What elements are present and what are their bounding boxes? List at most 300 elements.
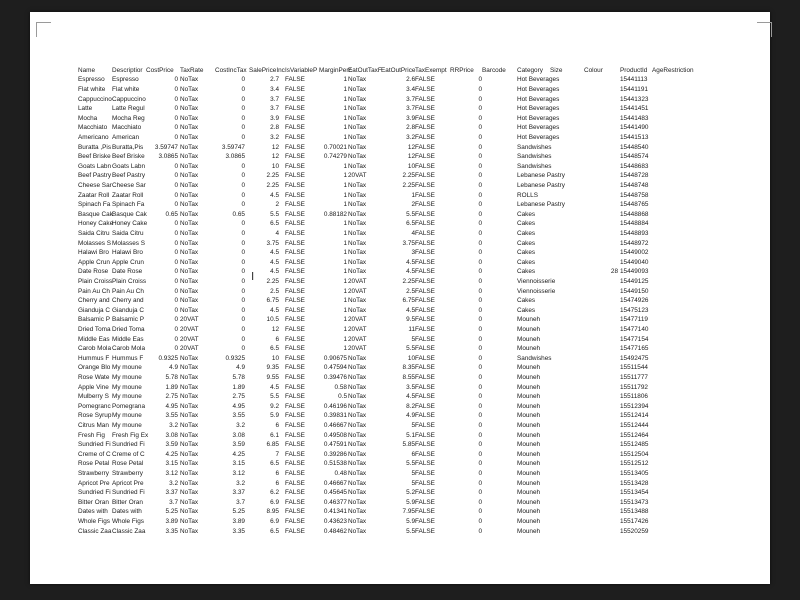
- table-cell[interactable]: [550, 104, 584, 114]
- table-cell[interactable]: FALSE: [285, 143, 305, 151]
- table-cell[interactable]: 20VAT: [348, 287, 367, 295]
- table-cell[interactable]: [652, 296, 712, 306]
- table-cell[interactable]: Flat white: [112, 86, 140, 93]
- table-cell[interactable]: Fresh Fig: [78, 431, 105, 439]
- table-cell[interactable]: 15441451: [620, 105, 649, 113]
- table-cell[interactable]: Buratta ,Pis: [78, 143, 112, 151]
- table-cell[interactable]: NoTax: [348, 191, 367, 199]
- table-cell[interactable]: Gianduja C: [78, 306, 110, 314]
- table-cell[interactable]: 3.7: [406, 95, 415, 103]
- table-cell[interactable]: FALSE: [285, 316, 305, 324]
- table-cell[interactable]: FALSE: [415, 518, 435, 525]
- table-cell[interactable]: 0: [478, 182, 482, 189]
- table-cell[interactable]: 15448748: [620, 182, 649, 189]
- table-cell[interactable]: 0: [478, 95, 482, 103]
- table-cell[interactable]: NoTax: [180, 220, 199, 228]
- table-cell[interactable]: Beef Briske: [112, 153, 145, 161]
- table-cell[interactable]: 2.25: [266, 172, 279, 180]
- table-cell[interactable]: FALSE: [285, 220, 305, 228]
- table-cell[interactable]: Middle Eas: [112, 335, 144, 343]
- table-cell[interactable]: NoTax: [348, 105, 367, 113]
- table-cell[interactable]: 2.5: [270, 287, 279, 295]
- table-cell[interactable]: Mouneh: [517, 364, 541, 372]
- table-cell[interactable]: NoTax: [180, 143, 199, 151]
- table-cell[interactable]: 15512512: [620, 460, 649, 468]
- table-cell[interactable]: FALSE: [415, 124, 435, 132]
- table-cell[interactable]: Basque Cak: [78, 210, 113, 218]
- table-cell[interactable]: Pain Au Ch: [78, 287, 110, 295]
- table-cell[interactable]: 4.25: [165, 450, 178, 458]
- table-cell[interactable]: 3.0865: [158, 153, 178, 161]
- column-header[interactable]: TaxRate: [180, 67, 204, 74]
- table-cell[interactable]: [584, 85, 618, 95]
- table-cell[interactable]: 15512485: [620, 441, 649, 449]
- table-cell[interactable]: Hummus F: [78, 354, 110, 362]
- table-cell[interactable]: 15441323: [620, 95, 649, 103]
- table-cell[interactable]: Mouneh: [517, 412, 541, 420]
- table-cell[interactable]: FALSE: [285, 306, 305, 314]
- table-cell[interactable]: Rose Petal: [78, 460, 110, 468]
- table-cell[interactable]: 12: [271, 326, 279, 333]
- table-cell[interactable]: 4.5: [406, 268, 415, 276]
- table-cell[interactable]: [584, 248, 618, 258]
- table-cell[interactable]: NoTax: [180, 460, 199, 468]
- table-cell[interactable]: 15513473: [620, 498, 649, 506]
- table-cell[interactable]: [482, 363, 517, 373]
- table-cell[interactable]: Latte Regul: [112, 105, 145, 113]
- table-cell[interactable]: Cappuccino: [78, 95, 112, 103]
- table-cell[interactable]: [652, 527, 712, 537]
- table-cell[interactable]: FALSE: [285, 422, 305, 429]
- table-cell[interactable]: 6: [275, 470, 279, 477]
- table-cell[interactable]: [652, 498, 712, 508]
- table-cell[interactable]: 15511792: [620, 383, 648, 391]
- table-cell[interactable]: FALSE: [285, 470, 305, 477]
- table-cell[interactable]: Hot Beverages: [517, 134, 560, 141]
- table-cell[interactable]: 1: [343, 134, 347, 141]
- table-cell[interactable]: FALSE: [285, 498, 305, 506]
- table-cell[interactable]: [550, 75, 584, 85]
- table-cell[interactable]: Cakes: [517, 220, 536, 228]
- table-cell[interactable]: 0: [174, 249, 178, 257]
- table-cell[interactable]: 0.46667: [323, 422, 347, 429]
- table-cell[interactable]: 3.7: [270, 95, 279, 103]
- table-cell[interactable]: [550, 392, 584, 402]
- table-cell[interactable]: [482, 325, 517, 335]
- table-cell[interactable]: 0: [478, 239, 482, 247]
- table-cell[interactable]: 15449040: [620, 258, 649, 266]
- table-cell[interactable]: NoTax: [180, 498, 199, 506]
- table-cell[interactable]: NoTax: [348, 306, 367, 314]
- table-cell[interactable]: [550, 440, 584, 450]
- table-cell[interactable]: Apricot Pre: [78, 479, 110, 487]
- table-cell[interactable]: 0.41341: [323, 508, 347, 516]
- table-cell[interactable]: 1: [343, 345, 347, 353]
- table-cell[interactable]: 5.25: [232, 508, 245, 516]
- table-cell[interactable]: Viennoisserie: [517, 278, 556, 285]
- table-cell[interactable]: Halawi Bro: [78, 249, 109, 257]
- table-cell[interactable]: 5.5: [406, 527, 415, 535]
- table-cell[interactable]: Apple Vine: [78, 383, 109, 391]
- table-cell[interactable]: NoTax: [348, 412, 367, 420]
- table-cell[interactable]: My moune: [112, 412, 142, 420]
- table-cell[interactable]: FALSE: [285, 230, 305, 237]
- table-cell[interactable]: NoTax: [348, 518, 367, 525]
- table-cell[interactable]: My moune: [112, 374, 142, 381]
- table-cell[interactable]: [482, 306, 517, 316]
- table-cell[interactable]: [550, 450, 584, 460]
- table-cell[interactable]: 0: [478, 518, 482, 525]
- table-cell[interactable]: 0: [174, 134, 178, 141]
- table-cell[interactable]: Cherry and: [112, 297, 144, 305]
- table-cell[interactable]: 3.2: [236, 422, 245, 429]
- table-cell[interactable]: 15512504: [620, 450, 649, 458]
- table-cell[interactable]: NoTax: [180, 124, 199, 132]
- table-cell[interactable]: 5.78: [232, 374, 245, 381]
- table-cell[interactable]: [652, 95, 712, 105]
- table-cell[interactable]: 3.12: [165, 470, 178, 477]
- table-cell[interactable]: Mouneh: [517, 489, 541, 497]
- table-cell[interactable]: FALSE: [415, 498, 435, 506]
- table-cell[interactable]: FALSE: [285, 95, 305, 103]
- table-cell[interactable]: 15448540: [620, 143, 649, 151]
- table-cell[interactable]: NoTax: [180, 86, 199, 93]
- table-cell[interactable]: NoTax: [348, 124, 367, 132]
- table-cell[interactable]: [652, 431, 712, 441]
- table-cell[interactable]: 0: [241, 76, 245, 84]
- table-cell[interactable]: 0: [478, 508, 482, 516]
- table-cell[interactable]: [550, 123, 584, 133]
- table-cell[interactable]: [584, 507, 618, 517]
- table-cell[interactable]: 5: [411, 470, 415, 477]
- table-cell[interactable]: NoTax: [180, 527, 199, 535]
- table-cell[interactable]: My moune: [112, 364, 142, 372]
- table-cell[interactable]: [482, 171, 517, 181]
- table-cell[interactable]: NoTax: [180, 306, 199, 314]
- table-cell[interactable]: [584, 479, 618, 489]
- table-cell[interactable]: 0: [241, 114, 245, 122]
- table-cell[interactable]: [584, 95, 618, 105]
- table-cell[interactable]: [584, 363, 618, 373]
- table-cell[interactable]: 15517426: [620, 518, 649, 525]
- table-cell[interactable]: FALSE: [285, 412, 305, 420]
- table-cell[interactable]: 0: [478, 114, 482, 122]
- table-cell[interactable]: [584, 354, 618, 364]
- table-cell[interactable]: 5: [411, 479, 415, 487]
- table-cell[interactable]: [550, 114, 584, 124]
- table-cell[interactable]: [584, 181, 618, 191]
- table-cell[interactable]: [584, 459, 618, 469]
- table-cell[interactable]: 15448574: [620, 153, 649, 161]
- table-cell[interactable]: Spinach Fa: [78, 201, 111, 209]
- table-cell[interactable]: [652, 258, 712, 268]
- table-cell[interactable]: [482, 479, 517, 489]
- table-cell[interactable]: 0: [174, 326, 178, 333]
- table-cell[interactable]: Mocha Reg: [112, 114, 145, 122]
- table-cell[interactable]: Hummus F: [112, 354, 144, 362]
- table-cell[interactable]: 0: [241, 191, 245, 199]
- table-cell[interactable]: 0: [174, 76, 178, 84]
- table-cell[interactable]: Macchiato: [78, 124, 108, 132]
- table-cell[interactable]: 3.59747: [154, 143, 178, 151]
- table-cell[interactable]: [652, 440, 712, 450]
- table-cell[interactable]: 0: [174, 297, 178, 305]
- table-cell[interactable]: Dates with: [112, 508, 142, 516]
- table-cell[interactable]: 0: [478, 210, 482, 218]
- table-cell[interactable]: FALSE: [415, 479, 435, 487]
- table-cell[interactable]: 0: [478, 287, 482, 295]
- table-cell[interactable]: [482, 239, 517, 249]
- table-cell[interactable]: 3.59747: [221, 143, 245, 151]
- table-cell[interactable]: 0: [241, 95, 245, 103]
- table-cell[interactable]: 0: [241, 306, 245, 314]
- table-cell[interactable]: Balsamic P: [78, 316, 110, 324]
- table-cell[interactable]: 0: [478, 364, 482, 372]
- table-cell[interactable]: Americano: [78, 134, 109, 141]
- table-cell[interactable]: 0: [241, 297, 245, 305]
- table-cell[interactable]: 1: [343, 268, 347, 276]
- table-cell[interactable]: FALSE: [285, 508, 305, 516]
- table-cell[interactable]: [550, 258, 584, 268]
- table-cell[interactable]: NoTax: [180, 354, 199, 362]
- table-cell[interactable]: Pain Au Ch: [112, 287, 144, 295]
- table-cell[interactable]: FALSE: [415, 114, 435, 122]
- table-cell[interactable]: FALSE: [285, 258, 305, 266]
- table-cell[interactable]: Buratta,Pis: [112, 143, 144, 151]
- table-cell[interactable]: [550, 479, 584, 489]
- table-cell[interactable]: Saida Citru: [112, 230, 144, 237]
- table-cell[interactable]: 6.5: [270, 460, 279, 468]
- table-cell[interactable]: Viennoisserie: [517, 287, 556, 295]
- table-cell[interactable]: American: [112, 134, 139, 141]
- table-cell[interactable]: NoTax: [180, 364, 199, 372]
- table-cell[interactable]: 3.7: [169, 498, 178, 506]
- table-cell[interactable]: FALSE: [285, 393, 305, 401]
- table-cell[interactable]: [652, 75, 712, 85]
- table-cell[interactable]: 0: [241, 220, 245, 228]
- table-cell[interactable]: FALSE: [415, 134, 435, 141]
- table-cell[interactable]: 3.89: [232, 518, 245, 525]
- column-header[interactable]: Category: [517, 67, 543, 74]
- table-cell[interactable]: 0: [478, 489, 482, 497]
- table-cell[interactable]: Creme of C: [112, 450, 145, 458]
- table-cell[interactable]: NoTax: [348, 268, 367, 276]
- table-cell[interactable]: 0: [478, 306, 482, 314]
- table-cell[interactable]: 20VAT: [180, 316, 199, 324]
- table-cell[interactable]: [482, 315, 517, 325]
- table-cell[interactable]: 3.15: [232, 460, 245, 468]
- table-cell[interactable]: [652, 162, 712, 172]
- table-cell[interactable]: NoTax: [180, 508, 199, 516]
- table-cell[interactable]: FALSE: [285, 460, 305, 468]
- table-cell[interactable]: NoTax: [348, 527, 367, 535]
- table-cell[interactable]: FALSE: [415, 383, 435, 391]
- table-cell[interactable]: 1: [343, 162, 347, 170]
- table-cell[interactable]: 4: [411, 230, 415, 237]
- table-cell[interactable]: 0.45645: [323, 489, 347, 497]
- table-cell[interactable]: FALSE: [415, 287, 435, 295]
- table-cell[interactable]: 9.2: [270, 402, 279, 410]
- table-cell[interactable]: [550, 325, 584, 335]
- table-cell[interactable]: 0.51538: [323, 460, 347, 468]
- table-cell[interactable]: 5.85: [402, 441, 415, 449]
- column-header[interactable]: EatOutPrice: [381, 67, 416, 74]
- table-cell[interactable]: 0.48462: [323, 527, 347, 535]
- table-cell[interactable]: 10: [271, 162, 279, 170]
- table-cell[interactable]: 1: [343, 316, 347, 324]
- table-cell[interactable]: [482, 267, 517, 277]
- table-cell[interactable]: [550, 287, 584, 297]
- table-cell[interactable]: 3.7: [270, 105, 279, 113]
- table-cell[interactable]: Sundried Fi: [112, 489, 145, 497]
- table-cell[interactable]: [584, 498, 618, 508]
- table-cell[interactable]: 3.2: [169, 479, 178, 487]
- table-cell[interactable]: 20VAT: [348, 278, 367, 285]
- table-cell[interactable]: [482, 431, 517, 441]
- table-cell[interactable]: [652, 287, 712, 297]
- table-cell[interactable]: FALSE: [285, 489, 305, 497]
- table-cell[interactable]: NoTax: [348, 393, 367, 401]
- table-cell[interactable]: Mouneh: [517, 470, 541, 477]
- column-header[interactable]: AgeRestriction: [652, 67, 694, 74]
- table-cell[interactable]: [584, 440, 618, 450]
- table-cell[interactable]: 0.49508: [323, 431, 347, 439]
- table-cell[interactable]: 3.08: [232, 431, 245, 439]
- table-cell[interactable]: 2: [411, 201, 415, 209]
- table-cell[interactable]: Basque Cak: [112, 210, 147, 218]
- table-cell[interactable]: [482, 488, 517, 498]
- table-cell[interactable]: Sundried Fi: [78, 441, 111, 449]
- table-cell[interactable]: [482, 143, 517, 153]
- table-cell[interactable]: Cakes: [517, 268, 536, 276]
- table-cell[interactable]: [550, 354, 584, 364]
- table-cell[interactable]: 5.5: [406, 345, 415, 353]
- table-cell[interactable]: Latte: [78, 105, 93, 113]
- table-cell[interactable]: Hot Beverages: [517, 95, 560, 103]
- table-cell[interactable]: [482, 354, 517, 364]
- table-cell[interactable]: Honey Cake: [78, 220, 114, 228]
- table-cell[interactable]: [652, 373, 712, 383]
- table-cell[interactable]: 1: [343, 239, 347, 247]
- table-cell[interactable]: FALSE: [415, 143, 435, 151]
- table-cell[interactable]: [584, 162, 618, 172]
- table-cell[interactable]: [482, 383, 517, 393]
- table-cell[interactable]: [584, 133, 618, 143]
- table-cell[interactable]: 0: [478, 76, 482, 84]
- table-cell[interactable]: FALSE: [285, 345, 305, 353]
- table-cell[interactable]: 4.5: [270, 191, 279, 199]
- table-cell[interactable]: [652, 325, 712, 335]
- table-cell[interactable]: 5.9: [406, 498, 415, 506]
- table-cell[interactable]: Mouneh: [517, 479, 541, 487]
- table-cell[interactable]: [652, 469, 712, 479]
- table-cell[interactable]: 6.9: [270, 498, 279, 506]
- table-cell[interactable]: FALSE: [415, 345, 435, 353]
- table-cell[interactable]: [584, 402, 618, 412]
- table-cell[interactable]: 15449150: [620, 287, 649, 295]
- table-cell[interactable]: NoTax: [180, 258, 199, 266]
- table-cell[interactable]: FALSE: [415, 76, 435, 84]
- table-cell[interactable]: 0: [241, 316, 245, 324]
- table-cell[interactable]: [584, 191, 618, 201]
- table-cell[interactable]: NoTax: [180, 278, 199, 285]
- table-cell[interactable]: 0: [478, 191, 482, 199]
- table-cell[interactable]: 0: [241, 239, 245, 247]
- table-cell[interactable]: Cappuccino: [112, 95, 146, 103]
- table-cell[interactable]: FALSE: [415, 278, 435, 285]
- table-cell[interactable]: Halawi Bro: [112, 249, 143, 257]
- table-cell[interactable]: NoTax: [180, 479, 199, 487]
- table-cell[interactable]: FALSE: [285, 191, 305, 199]
- table-cell[interactable]: 0.90675: [323, 354, 347, 362]
- table-cell[interactable]: 1: [343, 249, 347, 257]
- table-cell[interactable]: FALSE: [285, 76, 305, 84]
- table-cell[interactable]: [584, 143, 618, 153]
- table-cell[interactable]: 3.08: [165, 431, 178, 439]
- table-cell[interactable]: 0: [478, 268, 482, 276]
- table-cell[interactable]: [550, 133, 584, 143]
- table-cell[interactable]: 5.2: [406, 489, 415, 497]
- table-cell[interactable]: 2.7: [270, 76, 279, 84]
- table-cell[interactable]: 0: [241, 134, 245, 141]
- table-cell[interactable]: NoTax: [348, 86, 367, 93]
- table-cell[interactable]: 0.58: [334, 383, 347, 391]
- table-cell[interactable]: FALSE: [415, 412, 435, 420]
- table-cell[interactable]: [482, 507, 517, 517]
- table-cell[interactable]: [550, 373, 584, 383]
- table-cell[interactable]: 1: [343, 287, 347, 295]
- table-cell[interactable]: Citrus Man: [78, 422, 109, 429]
- table-cell[interactable]: 3.2: [169, 422, 178, 429]
- table-cell[interactable]: 5.9: [406, 518, 415, 525]
- table-cell[interactable]: 4.5: [406, 306, 415, 314]
- table-cell[interactable]: NoTax: [180, 393, 199, 401]
- table-cell[interactable]: Cakes: [517, 258, 536, 266]
- table-cell[interactable]: 4.5: [406, 258, 415, 266]
- table-cell[interactable]: [584, 373, 618, 383]
- table-cell[interactable]: 0: [174, 105, 178, 113]
- table-cell[interactable]: Dried Toma: [78, 326, 111, 333]
- table-cell[interactable]: [584, 469, 618, 479]
- table-cell[interactable]: 3.59: [232, 441, 245, 449]
- table-cell[interactable]: FALSE: [415, 86, 435, 93]
- table-cell[interactable]: 6.85: [266, 441, 279, 449]
- table-cell[interactable]: 3: [411, 249, 415, 257]
- table-cell[interactable]: NoTax: [348, 76, 367, 84]
- table-cell[interactable]: FALSE: [415, 172, 435, 180]
- table-cell[interactable]: Mouneh: [517, 527, 541, 535]
- table-cell[interactable]: 6.5: [270, 220, 279, 228]
- table-cell[interactable]: FALSE: [415, 268, 435, 276]
- table-cell[interactable]: [482, 181, 517, 191]
- table-cell[interactable]: 4.95: [232, 402, 245, 410]
- table-cell[interactable]: Dried Toma: [112, 326, 145, 333]
- table-cell[interactable]: FALSE: [285, 268, 305, 276]
- table-cell[interactable]: [482, 296, 517, 306]
- table-cell[interactable]: [584, 287, 618, 297]
- table-cell[interactable]: FALSE: [415, 335, 435, 343]
- table-cell[interactable]: [482, 517, 517, 527]
- table-cell[interactable]: 3.37: [165, 489, 178, 497]
- table-cell[interactable]: 20VAT: [180, 326, 199, 333]
- table-cell[interactable]: 0: [241, 86, 245, 93]
- table-cell[interactable]: 0.46377: [323, 498, 347, 506]
- table-cell[interactable]: 0: [478, 201, 482, 209]
- table-cell[interactable]: 15492475: [620, 354, 649, 362]
- table-cell[interactable]: FALSE: [285, 335, 305, 343]
- table-cell[interactable]: Mouneh: [517, 518, 541, 525]
- table-cell[interactable]: NoTax: [180, 162, 199, 170]
